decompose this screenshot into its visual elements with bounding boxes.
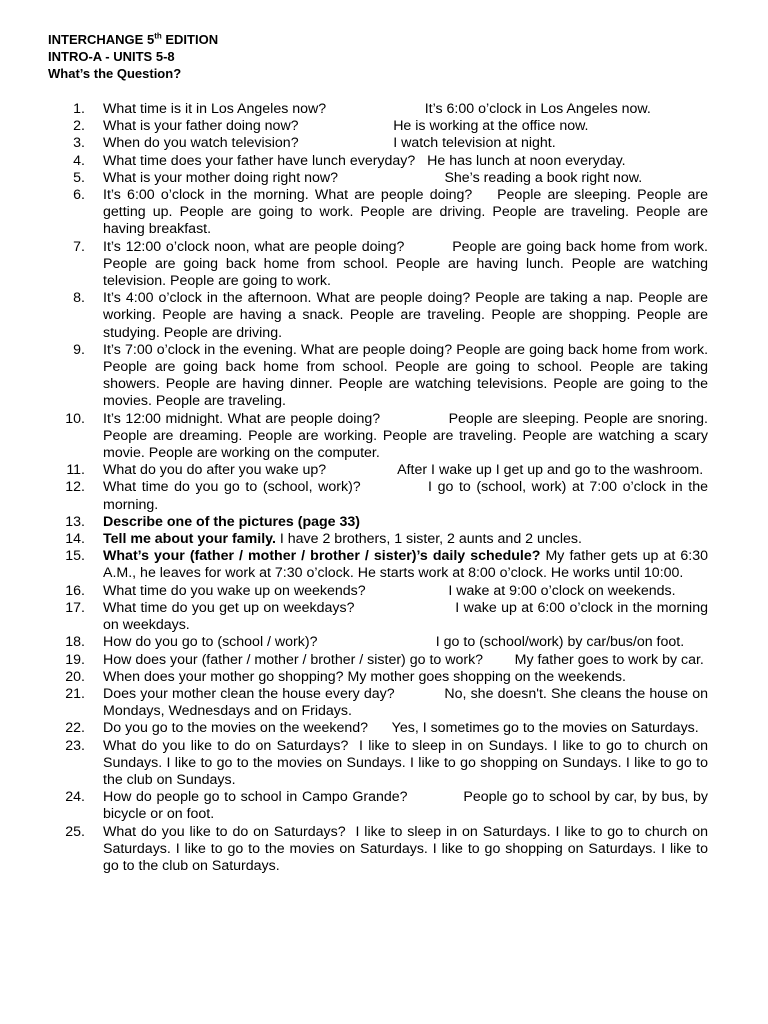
answer-text: I watch television at night. [393,135,556,152]
question-text: It’s 7:00 o’clock in the evening. What are people doing? [103,341,453,358]
list-item [62,789,708,823]
answer-text: I like to sleep in on Sundays. I like to go to church on Sundays. I like to go to the movies on Sundays. I like to go shopping on Sundays. I like to go to the club on Sundays. [103,737,708,788]
question-text: Tell me about your family. [103,531,276,548]
answer-gap [361,479,428,495]
item-number: 24. [65,789,85,806]
answer-gap [395,686,445,702]
item-number: 21. [65,685,85,702]
list-item [62,634,708,651]
item-number: 17. [65,599,85,616]
answer-gap [404,239,452,255]
question-text: How do people go to school in Campo Grande? [103,789,408,806]
question-text: It’s 12:00 o’clock noon, what are people doing? [103,238,405,255]
list-item [62,738,708,790]
item-number: 15. [65,548,85,565]
item-number: 19. [65,651,85,668]
answer-gap [415,153,427,169]
answer-text: It’s 6:00 o’clock in Los Angeles now. [424,101,651,117]
answer-gap [338,170,444,186]
list-item [62,514,708,531]
list-item [62,462,708,479]
question-text: What time do you go to (school, work)? [103,479,361,496]
answer-gap [408,789,464,805]
item-number: 1. [73,101,85,117]
list-item [62,411,708,463]
item-number: 11. [66,462,85,479]
units-subtitle: INTRO-A - UNITS 5-8 [48,49,175,64]
answer-gap [380,411,448,427]
edition-superscript: th [154,31,162,41]
item-number: 12. [65,479,85,496]
list-item [62,101,708,118]
item-number: 10. [65,410,85,427]
list-item [62,187,708,239]
list-item [62,239,708,291]
item-number: 5. [73,169,85,186]
list-item [62,153,708,170]
answer-text: People are going back home from work. People are going back home from school. People are going to school. People are taking showers. People are having dinner. People are watching televisions. People are going to the movies. People are traveling. [103,341,709,410]
item-number: 20. [65,668,85,685]
item-number: 22. [65,720,85,737]
answer-gap [299,135,394,151]
answer-text: He is working at the office now. [393,118,589,135]
answer-text: I go to (school/work) by car/bus/on foot. [435,634,685,651]
question-text: Do you go to the movies on the weekend? [103,720,369,737]
question-text: Does your mother clean the house every day? [103,685,395,702]
answer-gap [346,824,356,840]
list-item [62,170,708,187]
answer-text: People are sleeping. People are getting up. People are going to work. People are driving. People are traveling. People are having breakfast. [103,187,708,238]
question-text: What is your father doing now? [103,118,299,135]
answer-text: He has lunch at noon everyday. [427,152,626,169]
answer-gap [483,652,515,668]
list-item [62,652,708,669]
answer-text: People go to school by car, by bus, by bicycle or on foot. [103,789,708,823]
answer-text: I wake up at 6:00 o’clock in the morning on weekdays. [103,599,708,634]
item-number: 13. [65,513,85,530]
question-text: It’s 4:00 o’clock in the afternoon. What are people doing? [103,290,471,307]
question-text: What’s your (father / mother / brother / sister)’s daily schedule? [103,548,541,565]
answer-gap [355,600,456,616]
course-title-suffix: EDITION [161,32,219,47]
list-item [62,548,708,582]
item-number: 14. [65,531,85,548]
answer-text: My mother goes shopping on the weekends. [347,668,626,685]
answer-text: After I wake up I get up and go to the washroom. [397,462,704,479]
question-text: It’s 12:00 midnight. What are people doing? [103,410,381,427]
list-item [62,135,708,152]
answer-gap [368,720,392,736]
worksheet-title: What’s the Question? [48,66,182,81]
answer-gap [326,101,425,117]
answer-gap [366,583,449,599]
course-title [48,31,218,48]
question-text: Describe one of the pictures (page 33) [103,513,361,530]
question-text: When does your mother go shopping? [103,668,344,685]
answer-gap [326,462,397,478]
answer-text: No, she doesn't. She cleans the house on Mondays, Wednesdays and on Fridays. [103,685,708,720]
item-number: 3. [73,135,85,152]
answer-gap [318,634,436,650]
item-number: 16. [65,582,85,599]
list-item [62,118,708,135]
answer-gap [299,118,394,134]
question-text: What do you do after you wake up? [103,462,327,479]
answer-text: I go to (school, work) at 7:00 o’clock in the morning. [103,479,708,513]
course-title-text: INTERCHANGE 5 [48,32,155,47]
list-item [62,824,708,876]
item-number: 2. [73,118,85,135]
list-item [62,669,708,686]
item-number: 6. [73,187,85,204]
question-text: What do you like to do on Saturdays? [103,823,346,840]
answer-text: People are sleeping. People are snoring. People are dreaming. People are working. People are traveling. People are watching a scary movie. People are working on the computer. [103,410,708,462]
item-number: 9. [73,341,85,358]
question-text: How do you go to (school / work)? [103,634,318,651]
question-text: What time do you wake up on weekends? [103,582,366,599]
list-item [62,479,708,513]
list-item [62,600,708,634]
answer-text: I have 2 brothers, 1 sister, 2 aunts and 2 uncles. [279,531,582,548]
answer-text: I like to sleep in on Saturdays. I like to go to church on Saturdays. I like to go to the movies on Saturdays. I like to go shopping on Saturdays. I like to go to the club on Saturdays. [103,823,708,874]
question-text: It’s 6:00 o’clock in the morning. What are people doing? [103,187,473,204]
list-item [62,720,708,737]
list-item [62,583,708,600]
answer-text: My father goes to work by car. [514,651,704,668]
answer-text: I wake at 9:00 o’clock on weekends. [448,582,676,599]
question-text: When do you watch television? [103,135,299,152]
document-header [48,31,218,82]
question-text: What time does your father have lunch everyday? [103,152,416,169]
answer-text: My father gets up at 6:30 A.M., he leaves for work at 7:30 o’clock. He starts work at 8:00 o’clock. He works until 10:00. [103,548,708,582]
item-number: 4. [73,152,85,169]
item-number: 7. [73,238,85,255]
item-number: 23. [65,737,85,754]
list-item [62,686,708,720]
item-number: 8. [73,290,85,307]
item-number: 18. [65,634,85,651]
list-item [62,342,708,411]
question-text: What is your mother doing right now? [103,169,338,186]
question-text: What time do you get up on weekdays? [103,599,355,616]
question-text: How does your (father / mother / brother / sister) go to work? [103,651,484,668]
answer-text: She’s reading a book right now. [444,169,643,186]
answer-text: People are taking a nap. People are working. People are having a snack. People are traveling. People are shopping. People are studying. People are driving. [103,290,708,341]
list-item [62,290,708,342]
question-answer-list [62,101,708,875]
question-text: What time is it in Los Angeles now? [103,101,327,117]
question-text: What do you like to do on Saturdays? [103,737,349,754]
answer-text: People are going back home from work. People are going back home from school. People are having lunch. People are watching television. People are going to work. [103,238,708,290]
item-number: 25. [65,823,85,840]
answer-gap [472,187,497,203]
answer-gap [348,738,359,754]
answer-text: Yes, I sometimes go to the movies on Saturdays. [391,720,699,737]
list-item [62,531,708,548]
